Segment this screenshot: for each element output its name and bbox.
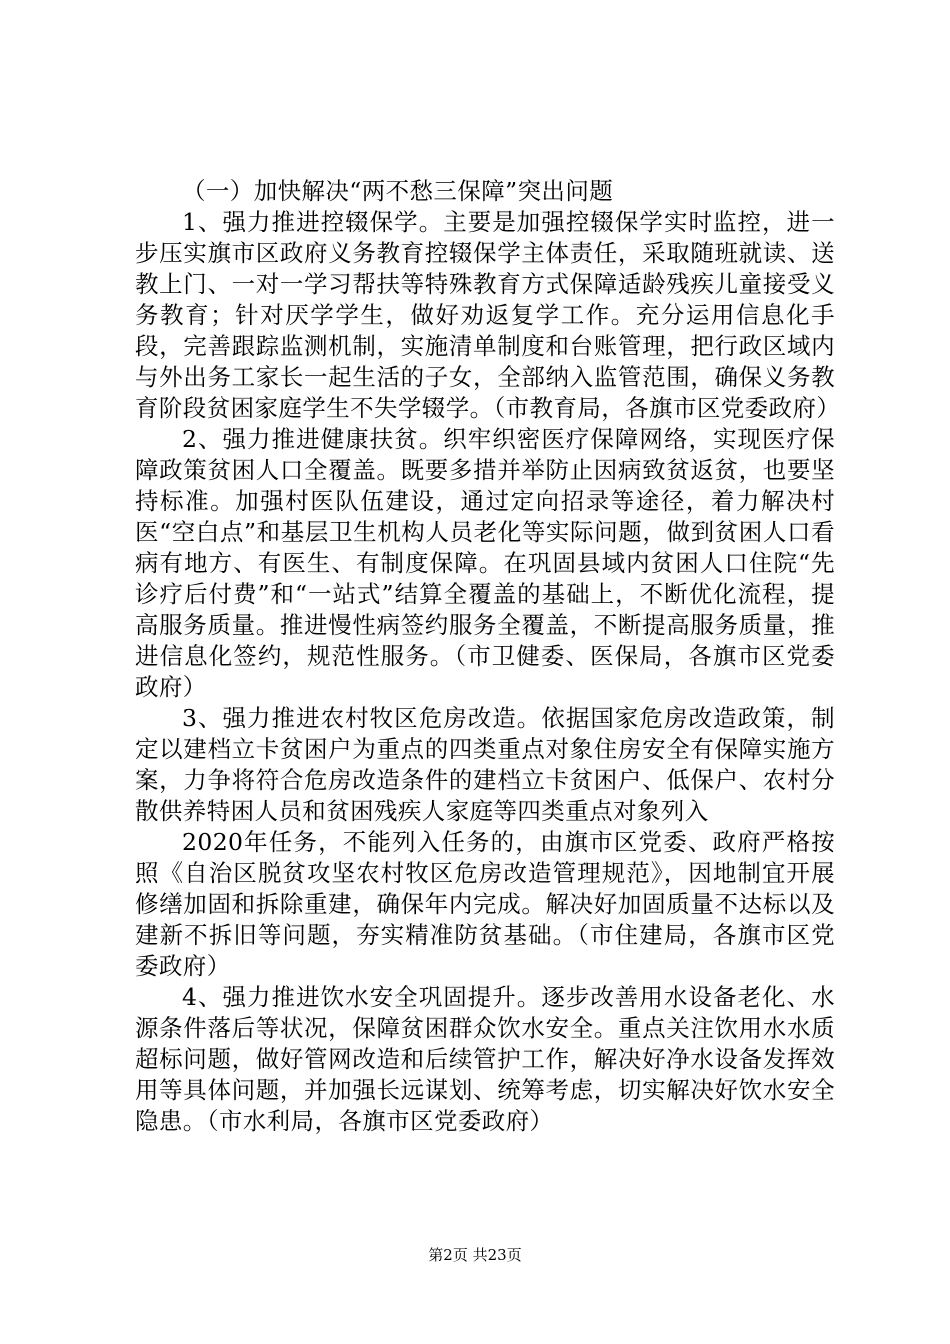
paragraph-health: 2、强力推进健康扶贫。织牢织密医疗保障网络，实现医疗保障政策贫困人口全覆盖。既要多措并举防止因病致贫返贫，也要坚持标准。加强村医队伍建设，通过定向招录等途径，着力解决村医“空白点”和基层卫生机构人员老化等实际问题，做到贫困人口看病有地方、有医生、有制度保障。在巩固县域内贫困人口住院“先诊疗后付费”和“一站式”结算全覆盖的基础上，不断优化流程，提高服务质量。推进慢性病签约服务全覆盖，不断提高服务质量，推进信息化签约，规范性服务。（市卫健委、医保局，各旗市区党委政府） — [135, 425, 835, 701]
body-text — [135, 176, 841, 1137]
paragraph-housing: 3、强力推进农村牧区危房改造。依据国家危房改造政策，制定以建档立卡贫困户为重点的四类重点对象住房安全有保障实施方案，力争将符合危房改造条件的建档立卡贫困户、低保户、农村分散供养特困人员和贫困残疾人家庭等四类重点对象列入 — [135, 704, 835, 825]
paragraph-housing-continued: 2020年任务，不能列入任务的，由旗市区党委、政府严格按照《自治区脱贫攻坚农村牧区危房改造管理规范》，因地制宜开展修缮加固和拆除重建，确保年内完成。解决好加固质量不达标以及建新不拆旧等问题，夯实精准防贫基础。（市住建局，各旗市区党委政府） — [135, 828, 835, 980]
paragraph-water: 4、强力推进饮水安全巩固提升。逐步改善用水设备老化、水源条件落后等状况，保障贫困群众饮水安全。重点关注饮用水水质超标问题，做好管网改造和后续管护工作，解决好净水设备发挥效用等具体问题，并加强长远谋划、统筹考虑，切实解决好饮水安全隐患。（市水利局，各旗市区党委政府） — [135, 983, 835, 1135]
section-heading: （一）加快解决“两不愁三保障”突出问题 — [182, 177, 614, 205]
paragraph-education: 1、强力推进控辍保学。主要是加强控辍保学实时监控，进一步压实旗市区政府义务教育控辍保学主体责任，采取随班就读、送教上门、一对一学习帮扶等特殊教育方式保障适龄残疾儿童接受义务教育；针对厌学学生，做好劝返复学工作。充分运用信息化手段，完善跟踪监测机制，实施清单制度和台账管理，把行政区域内与外出务工家长一起生活的子女，全部纳入监管范围，确保义务教育阶段贫困家庭学生不失学辍学。（市教育局，各旗市区党委政府） — [135, 208, 841, 422]
page-number-footer: 第2页 共23页 — [428, 1246, 522, 1264]
